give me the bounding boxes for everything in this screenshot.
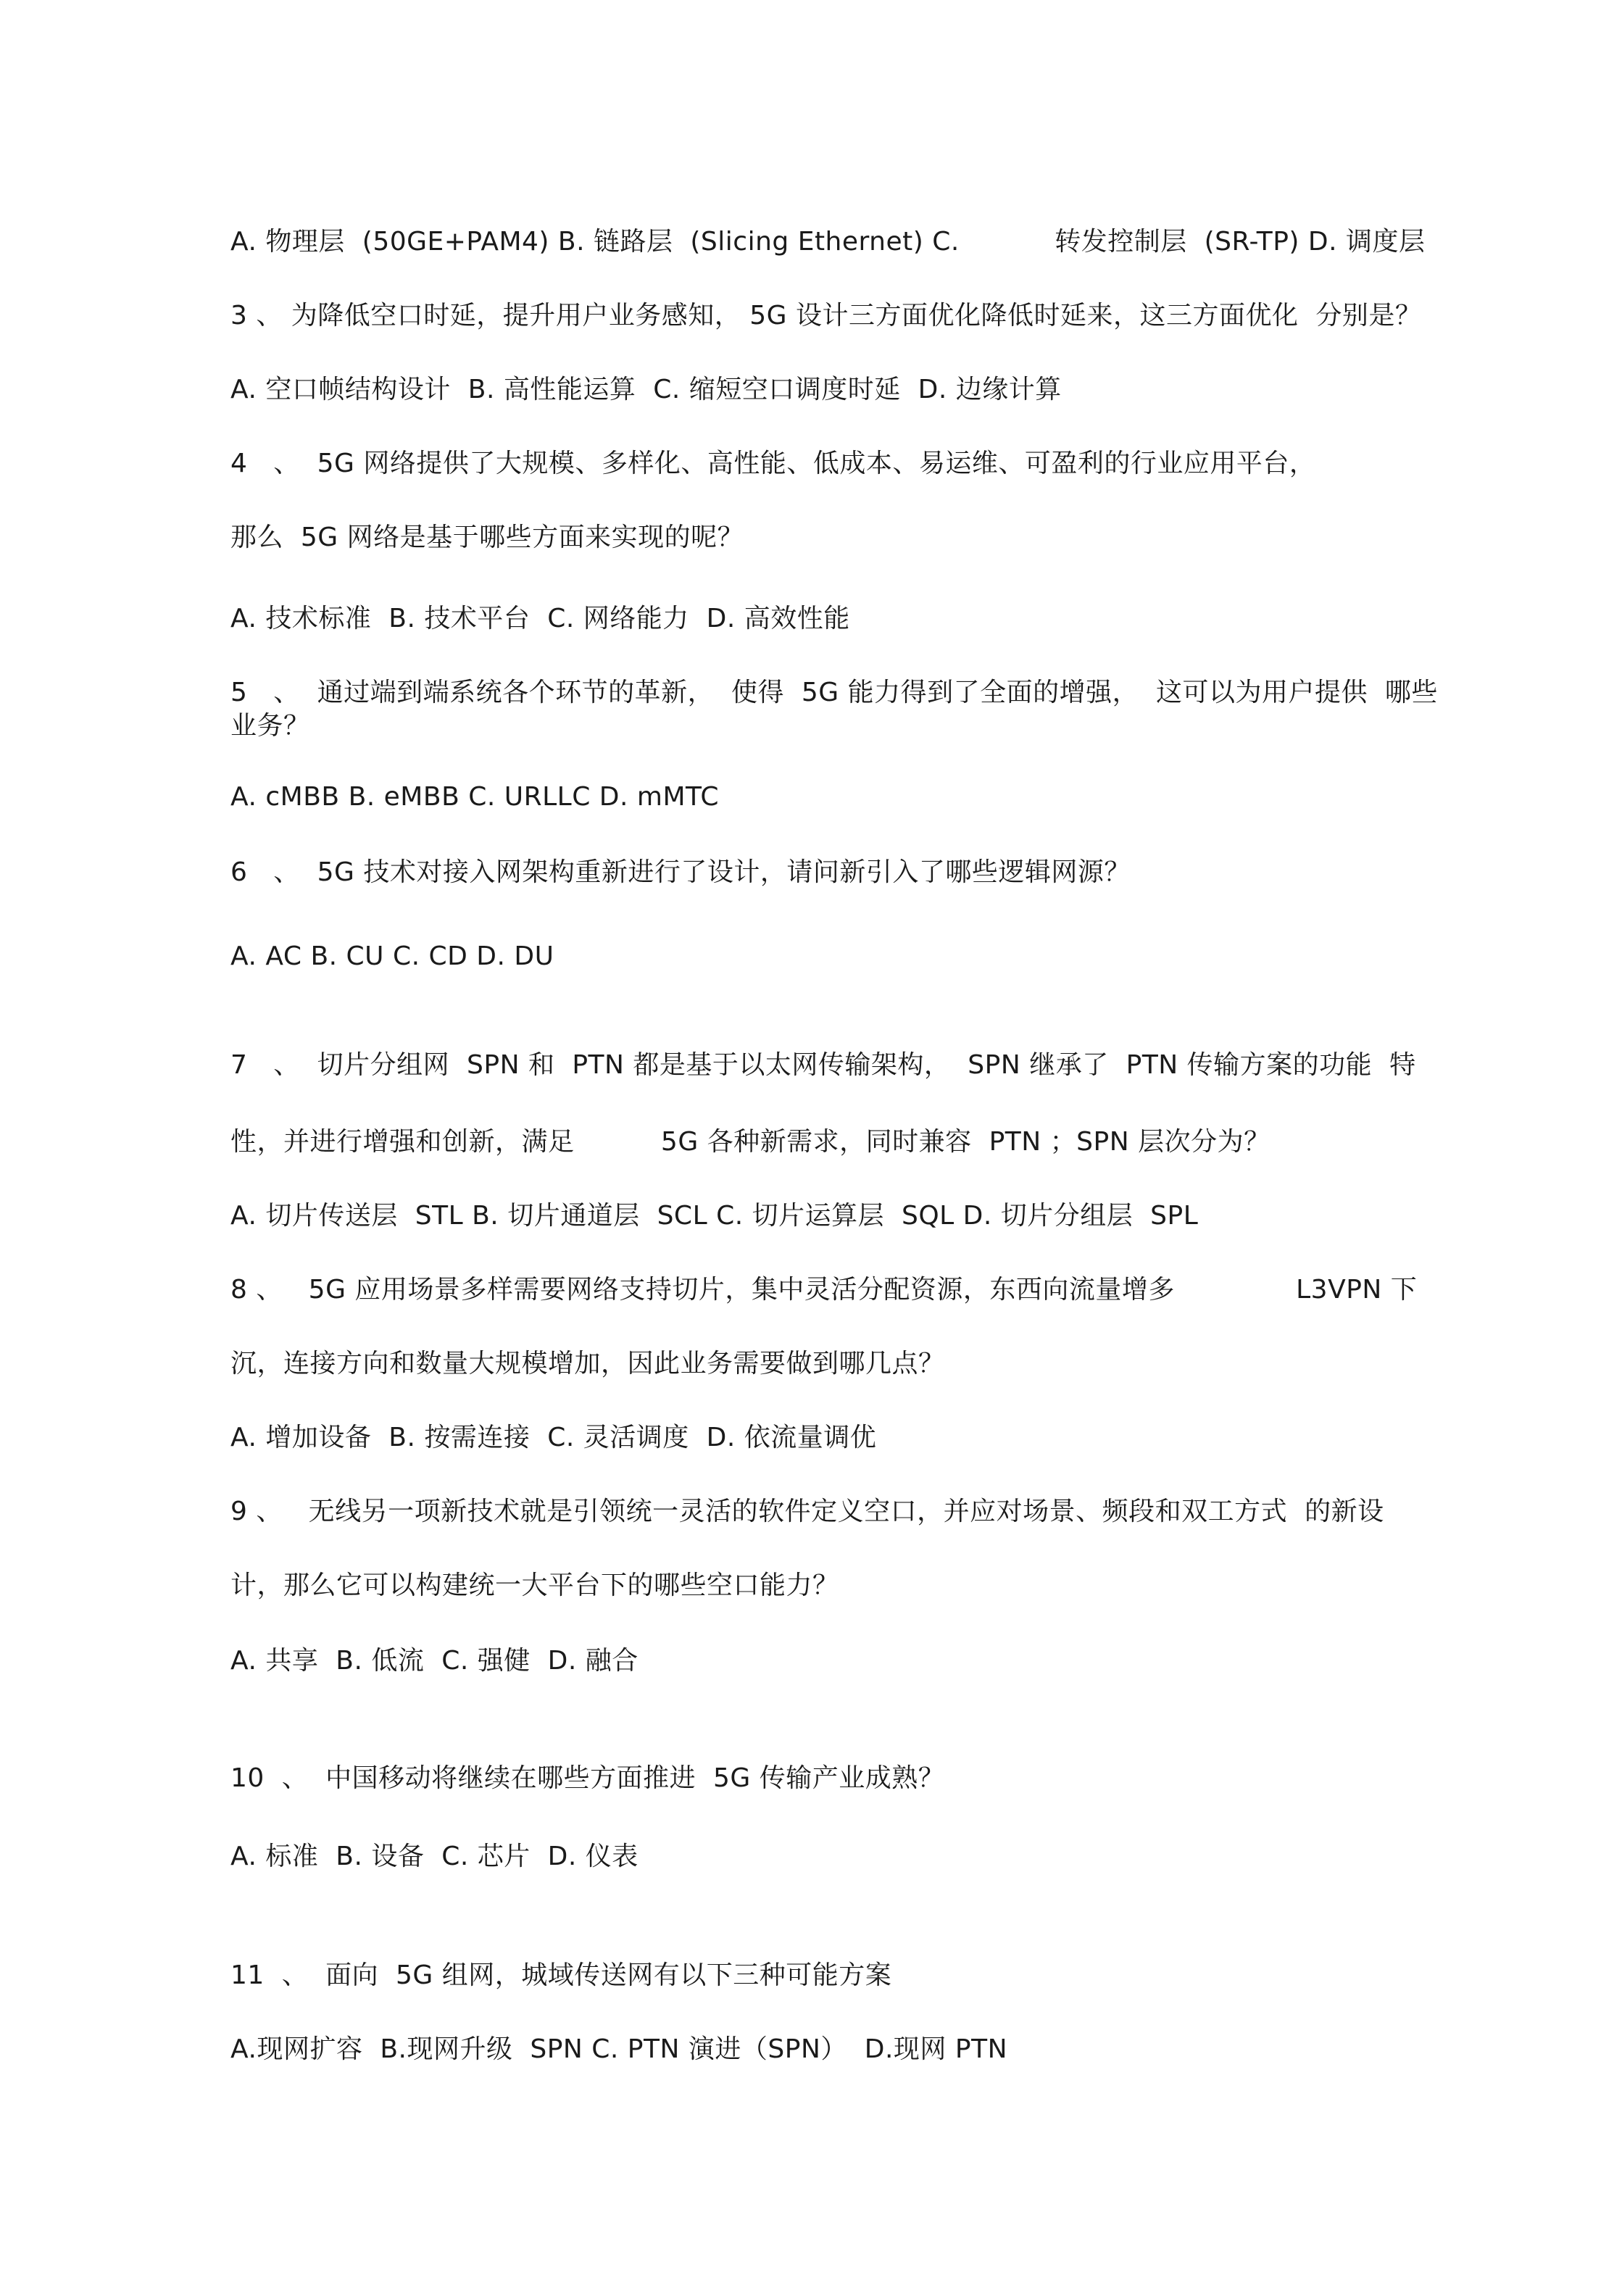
question-8-options: A. 增加设备 B. 按需连接 C. 灵活调度 D. 依流量调优 [230,1423,877,1452]
question-10-text: 10 、 中国移动将继续在哪些方面推进 5G 传输产业成熟？ [230,1763,945,1793]
question-6-options: A. AC B. CU C. CD D. DU [230,941,554,971]
question-9-text-cont: 计，那么它可以构建统一大平台下的哪些空口能力？ [230,1571,839,1600]
question-10-options: A. 标准 B. 设备 C. 芯片 D. 仪表 [230,1842,639,1871]
question-9-options: A. 共享 B. 低流 C. 强健 D. 融合 [230,1646,639,1676]
question-9-text: 9 、 无线另一项新技术就是引领统一灵活的软件定义空口，并应对场景、频段和双工方式 的新设 [230,1497,1384,1526]
question-11-options: A.现网扩容 B.现网升级 SPN C. PTN 演进（SPN） D.现网 PTN [230,2034,1007,2064]
question-3-text: 3 、 为降低空口时延，提升用户业务感知， 5G 设计三方面优化降低时延来，这三方面优化 分别是？ [230,301,1422,330]
question-4-text-cont: 那么 5G 网络是基于哪些方面来实现的呢？ [230,523,744,552]
question-2-options: A. 物理层 (50GE+PAM4) B. 链路层 (Slicing Ethernet) C. 转发控制层 (SR-TP) D. 调度层 [230,227,1426,257]
question-5-options: A. cMBB B. eMBB C. URLLC D. mMTC [230,782,720,812]
question-7-options: A. 切片传送层 STL B. 切片通道层 SCL C. 切片运算层 SQL D. 切片分组层 SPL [230,1201,1199,1231]
question-4-options: A. 技术标准 B. 技术平台 C. 网络能力 D. 高效性能 [230,604,850,633]
question-6-text: 6 、 5G 技术对接入网架构重新进行了设计，请问新引入了哪些逻辑网源？ [230,857,1131,887]
question-5-text-cont: 业务？ [230,711,310,741]
question-7-text-cont: 性，并进行增强和创新，满足 5G 各种新需求，同时兼容 PTN ；SPN 层次分为？ [230,1127,1270,1157]
question-8-text-cont: 沉，连接方向和数量大规模增加，因此业务需要做到哪几点？ [230,1349,945,1378]
question-11-text: 11 、 面向 5G 组网，城域传送网有以下三种可能方案 [230,1960,892,1990]
question-7-text: 7 、 切片分组网 SPN 和 PTN 都是基于以太网传输架构， SPN 继承了 PTN 传输方案的功能 特 [230,1050,1416,1080]
question-5-text: 5 、 通过端到端系统各个环节的革新， 使得 5G 能力得到了全面的增强， 这可以为用户提供 哪些 [230,678,1438,707]
question-3-options: A. 空口帧结构设计 B. 高性能运算 C. 缩短空口调度时延 D. 边缘计算 [230,375,1062,404]
question-4-text: 4 、 5G 网络提供了大规模、多样化、高性能、低成本、易运维、可盈利的行业应用平台， [230,449,1316,478]
question-8-text: 8 、 5G 应用场景多样需要网络支持切片，集中灵活分配资源，东西向流量增多 L3VPN 下 [230,1275,1418,1305]
